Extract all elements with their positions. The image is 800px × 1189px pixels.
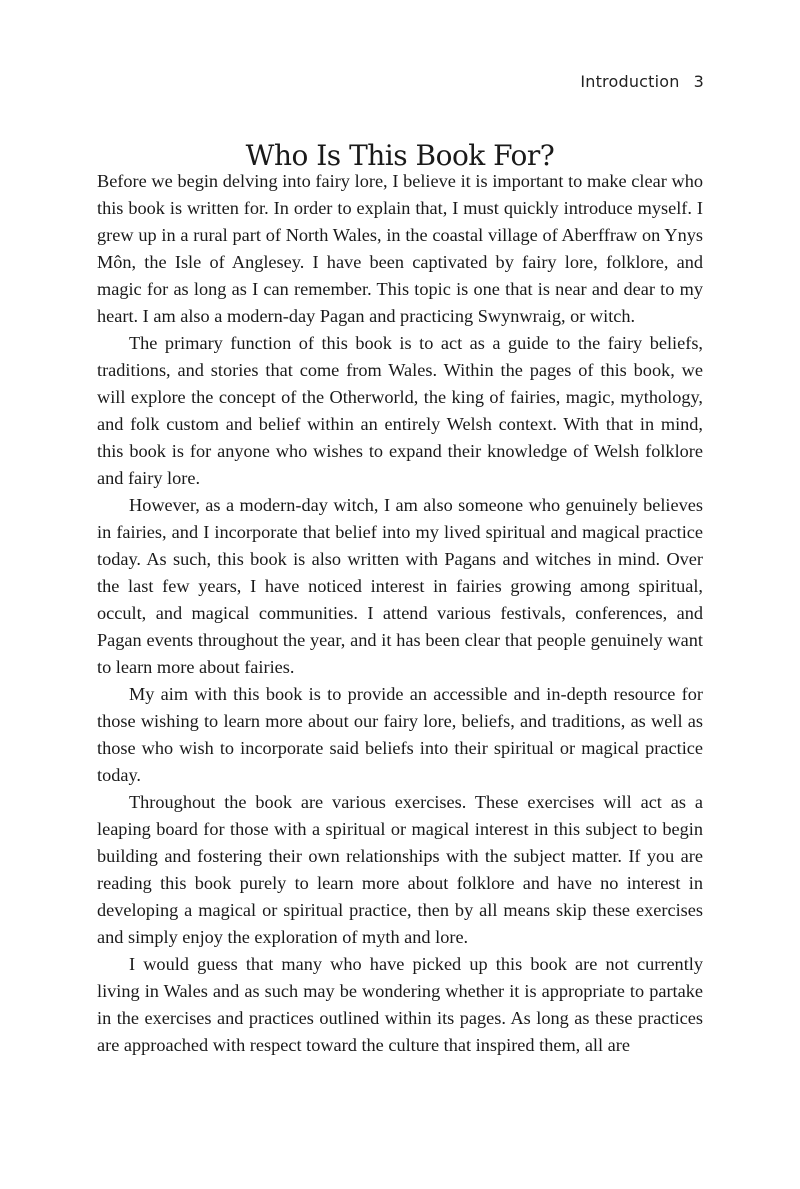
body-text — [97, 168, 703, 1059]
page-number: 3 — [693, 72, 704, 91]
running-head-section: Introduction — [580, 72, 680, 91]
paragraph-2: The primary function of this book is to act as a guide to the fairy beliefs, traditions, and stories that come from Wales. Within the pages of this book, we will explore the concept of the Otherworld, the king of fairies, magic, mythology, and folk custom and belief within an entirely Welsh context. With that in mind, this book is for anyone who wishes to expand their knowledge of Welsh folklore and fairy lore. — [97, 333, 703, 488]
paragraph-5: Throughout the book are various exercises. These exercises will act as a leaping board for those with a spiritual or magical interest in this subject to begin building and fostering their own relationships with the subject matter. If you are reading this book purely to learn more about folklore and have no interest in developing a magical or spiritual practice, then by all means skip these exercises and simply enjoy the exploration of myth and lore. — [97, 792, 703, 947]
running-head — [580, 72, 704, 91]
section-title: Who Is This Book For? — [245, 138, 555, 172]
paragraph-6: I would guess that many who have picked up this book are not currently living in Wales and as such may be wondering whether it is appropriate to partake in the exercises and practices outlined within its pages. As long as these practices are approached with respect toward the culture that inspired them, all are — [97, 954, 703, 1055]
paragraph-3: However, as a modern-day witch, I am also someone who genuinely believes in fairies, and I incorporate that belief into my lived spiritual and magical practice today. As such, this book is also written with Pagans and witches in mind. Over the last few years, I have noticed interest in fairies growing among spiritual, occult, and magical communities. I attend various festivals, conferences, and Pagan events throughout the year, and it has been clear that people genuinely want to learn more about fairies. — [97, 495, 703, 677]
paragraph-4: My aim with this book is to provide an accessible and in-depth resource for those wishing to learn more about our fairy lore, beliefs, and traditions, as well as those who wish to incorporate said beliefs into their spiritual or magical practice today. — [97, 684, 703, 785]
paragraph-1: Before we begin delving into fairy lore, I believe it is important to make clear who this book is written for. In order to explain that, I must quickly introduce myself. I grew up in a rural part of North Wales, in the coastal village of Aberffraw on Ynys Môn, the Isle of Anglesey. I have been captivated by fairy lore, folklore, and magic for as long as I can remember. This topic is one that is near and dear to my heart. I am also a modern-day Pagan and practicing Swynwraig, or witch. — [97, 171, 703, 326]
